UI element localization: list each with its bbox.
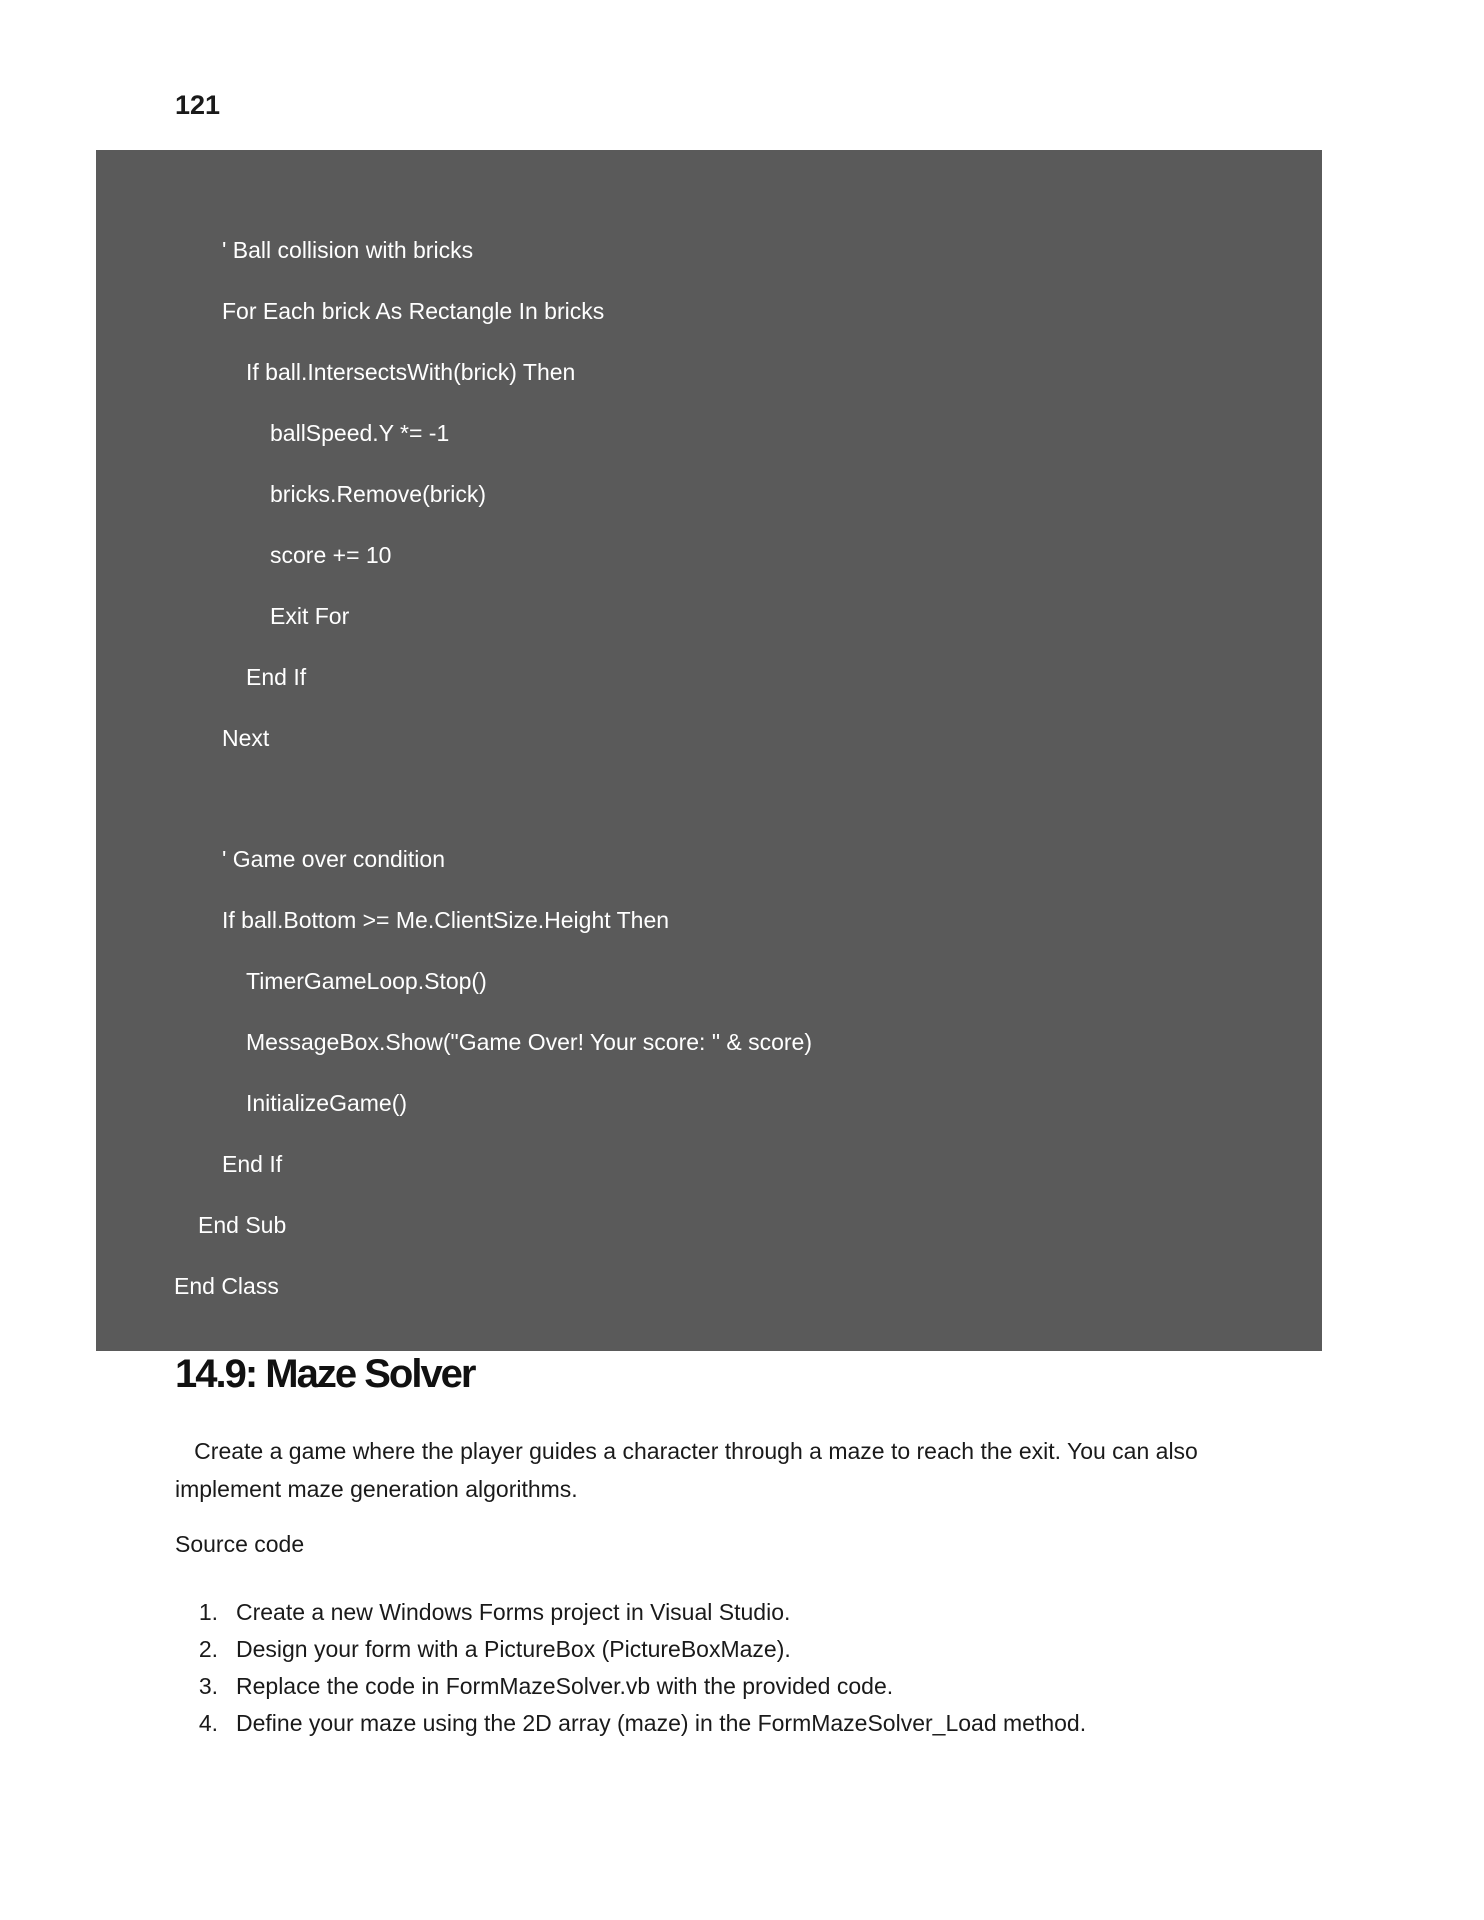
code-line: End If [222,1151,283,1177]
code-line: If ball.IntersectsWith(brick) Then [246,359,576,385]
code-line: Next [222,725,270,751]
section-heading: 14.9: Maze Solver [175,1352,475,1396]
source-code-label: Source code [175,1531,305,1557]
page-number: 121 [175,90,221,120]
code-line: score += 10 [270,542,392,568]
list-item-number: 1. [198,1599,218,1625]
intro-paragraph [175,1432,1275,1508]
code-line: Exit For [270,603,350,629]
code-block [96,150,1322,1351]
steps-list [175,1594,1086,1742]
list-item-text: Design your form with a PictureBox (PictureBoxMaze). [236,1636,791,1662]
code-line: TimerGameLoop.Stop() [246,968,487,994]
code-line: If ball.Bottom >= Me.ClientSize.Height Then [222,907,670,933]
list-item-number: 4. [198,1710,218,1736]
code-line: ballSpeed.Y *= -1 [270,420,450,446]
list-item-text: Create a new Windows Forms project in Visual Studio. [236,1599,791,1625]
code-line: bricks.Remove(brick) [270,481,486,507]
list-item-number: 2. [198,1636,218,1662]
code-line: End If [246,664,307,690]
list-item-text: Replace the code in FormMazeSolver.vb with the provided code. [236,1673,894,1699]
code-line: ' Ball collision with bricks [222,237,474,263]
code-line: For Each brick As Rectangle In bricks [222,298,605,324]
list-item-number: 3. [198,1673,218,1699]
list-item-text: Define your maze using the 2D array (maze) in the FormMazeSolver_Load method. [236,1710,1087,1736]
code-line: MessageBox.Show("Game Over! Your score: " & score) [246,1029,813,1055]
code-line: ' Game over condition [222,846,446,872]
code-line: InitializeGame() [246,1090,408,1116]
list-item [175,1594,1086,1631]
list-item [175,1668,1086,1705]
code-line: End Sub [198,1212,287,1238]
intro-text: Create a game where the player guides a character through a maze to reach the exit. You can also implement maze generation algorithms. [175,1438,1198,1502]
list-item [175,1631,1086,1668]
code-line: End Class [174,1273,279,1299]
list-item [175,1705,1086,1742]
